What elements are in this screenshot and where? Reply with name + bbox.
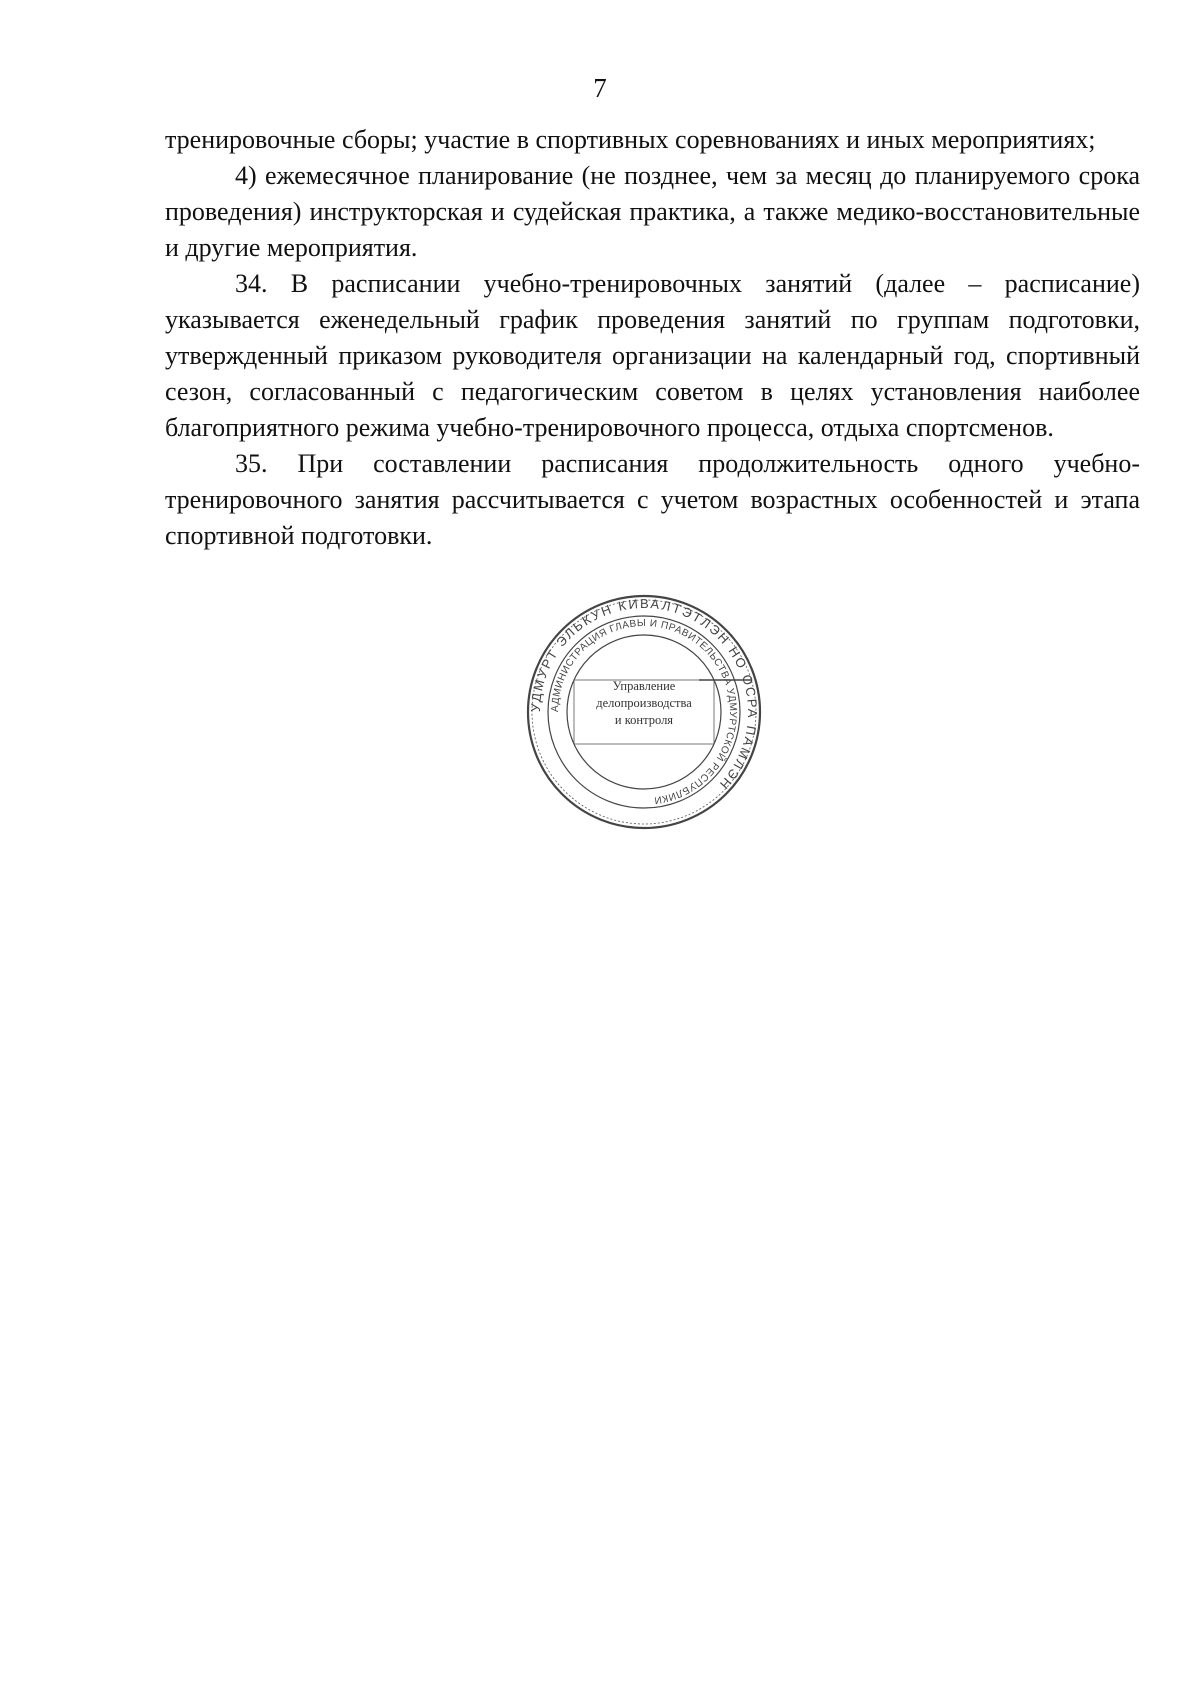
paragraph-2: 4) ежемесячное планирование (не позднее, чем за месяц до планируемого срока проведения) инструкторская и судейская практика, а также медико-восстановительные и другие мероприятия.	[165, 161, 1140, 262]
paragraph-4: 35. При составлении расписания продолжительность одного учебно-тренировочного занятия рассчитывается с учетом возрастных особенностей и этапа спортивной подготовки.	[165, 449, 1140, 550]
paragraph-3: 34. В расписании учебно-тренировочных занятий (далее – расписание) указывается еженедельный график проведения занятий по группам подготовки, утвержденный приказом руководителя организации на календарный год, спортивный сезон, согласованный с педагогическим советом в целях установления наиболее благоприятного режима учебно-тренировочного процесса, отдыха спортсменов.	[165, 269, 1140, 442]
seal-line-2: делопроизводства	[596, 696, 692, 710]
page-number: 7	[593, 73, 607, 103]
paragraph-1: тренировочные сборы; участие в спортивных соревнованиях и иных мероприятиях;	[165, 125, 1096, 154]
body-text	[165, 122, 1140, 554]
seal-middle-ring-text: АДМИНИСТРАЦИЯ ГЛАВЫ И ПРАВИТЕЛЬСТВА УДМУРТСКОЙ РЕСПУБЛИКИ	[549, 617, 739, 806]
seal-line-3: и контроля	[614, 713, 674, 727]
official-seal-stamp	[524, 592, 764, 832]
seal-outer-ring-text: УДМУРТ ЭЛЬКУН КИВАЛТЭТЛЭН НО ОСРА ПАМЛЭН	[527, 595, 761, 794]
seal-center-text	[579, 678, 709, 729]
seal-line-1: Управление	[612, 679, 676, 693]
